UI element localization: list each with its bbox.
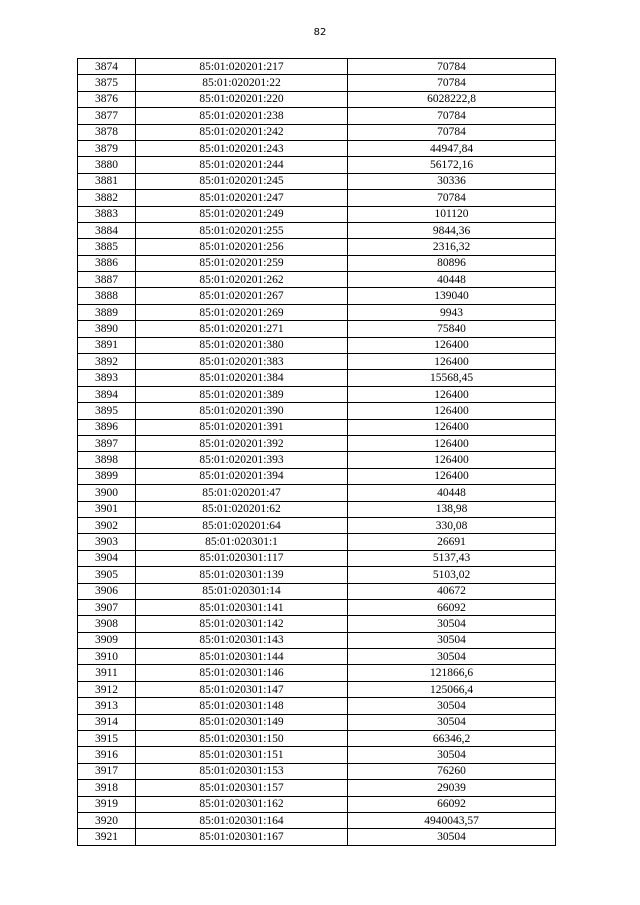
cadastral-number-cell: 85:01:020301:162 xyxy=(136,796,348,812)
row-number-cell: 3888 xyxy=(78,288,136,304)
cadastral-number-cell: 85:01:020301:117 xyxy=(136,550,348,566)
table-row xyxy=(78,288,556,304)
table-row xyxy=(78,763,556,779)
row-number-cell: 3913 xyxy=(78,698,136,714)
cadastral-number-cell: 85:01:020201:238 xyxy=(136,108,348,124)
table-row xyxy=(78,173,556,189)
value-cell: 5103,02 xyxy=(348,567,556,583)
row-number-cell: 3879 xyxy=(78,140,136,156)
cadastral-number-cell: 85:01:020301:144 xyxy=(136,649,348,665)
table-row xyxy=(78,403,556,419)
row-number-cell: 3885 xyxy=(78,239,136,255)
table-row xyxy=(78,468,556,484)
cadastral-number-cell: 85:01:020201:259 xyxy=(136,255,348,271)
row-number-cell: 3921 xyxy=(78,829,136,845)
value-cell: 70784 xyxy=(348,190,556,206)
cadastral-number-cell: 85:01:020301:139 xyxy=(136,567,348,583)
value-cell: 76260 xyxy=(348,763,556,779)
cadastral-number-cell: 85:01:020301:1 xyxy=(136,534,348,550)
value-cell: 70784 xyxy=(348,108,556,124)
value-cell: 6028222,8 xyxy=(348,91,556,107)
row-number-cell: 3882 xyxy=(78,190,136,206)
row-number-cell: 3916 xyxy=(78,747,136,763)
table-row xyxy=(78,485,556,501)
row-number-cell: 3918 xyxy=(78,780,136,796)
row-number-cell: 3902 xyxy=(78,517,136,533)
value-cell: 139040 xyxy=(348,288,556,304)
row-number-cell: 3907 xyxy=(78,599,136,615)
value-cell: 29039 xyxy=(348,780,556,796)
value-cell: 138,98 xyxy=(348,501,556,517)
value-cell: 66346,2 xyxy=(348,731,556,747)
row-number-cell: 3912 xyxy=(78,681,136,697)
value-cell: 30504 xyxy=(348,649,556,665)
cadastral-number-cell: 85:01:020201:389 xyxy=(136,386,348,402)
cadastral-number-cell: 85:01:020301:148 xyxy=(136,698,348,714)
cadastral-number-cell: 85:01:020201:393 xyxy=(136,452,348,468)
cadastral-number-cell: 85:01:020201:217 xyxy=(136,59,348,75)
cadastral-number-cell: 85:01:020301:164 xyxy=(136,812,348,828)
row-number-cell: 3884 xyxy=(78,222,136,238)
cadastral-number-cell: 85:01:020301:146 xyxy=(136,665,348,681)
table-row xyxy=(78,222,556,238)
table-row xyxy=(78,337,556,353)
cadastral-number-cell: 85:01:020201:391 xyxy=(136,419,348,435)
row-number-cell: 3893 xyxy=(78,370,136,386)
table-row xyxy=(78,616,556,632)
value-cell: 30504 xyxy=(348,829,556,845)
row-number-cell: 3890 xyxy=(78,321,136,337)
table-row xyxy=(78,157,556,173)
table-row xyxy=(78,681,556,697)
cadastral-number-cell: 85:01:020201:269 xyxy=(136,304,348,320)
cadastral-number-cell: 85:01:020201:256 xyxy=(136,239,348,255)
row-number-cell: 3887 xyxy=(78,272,136,288)
table-row xyxy=(78,812,556,828)
value-cell: 40672 xyxy=(348,583,556,599)
value-cell: 66092 xyxy=(348,599,556,615)
cadastral-number-cell: 85:01:020201:245 xyxy=(136,173,348,189)
cadastral-number-cell: 85:01:020301:157 xyxy=(136,780,348,796)
table-row xyxy=(78,272,556,288)
table-row xyxy=(78,370,556,386)
cadastral-number-cell: 85:01:020201:244 xyxy=(136,157,348,173)
table-row xyxy=(78,124,556,140)
row-number-cell: 3876 xyxy=(78,91,136,107)
cadastral-number-cell: 85:01:020201:384 xyxy=(136,370,348,386)
value-cell: 9943 xyxy=(348,304,556,320)
table-row xyxy=(78,501,556,517)
table-row xyxy=(78,75,556,91)
cadastral-number-cell: 85:01:020301:149 xyxy=(136,714,348,730)
cadastral-number-cell: 85:01:020201:22 xyxy=(136,75,348,91)
cadastral-number-cell: 85:01:020201:243 xyxy=(136,140,348,156)
row-number-cell: 3900 xyxy=(78,485,136,501)
table-row xyxy=(78,665,556,681)
row-number-cell: 3874 xyxy=(78,59,136,75)
row-number-cell: 3895 xyxy=(78,403,136,419)
row-number-cell: 3899 xyxy=(78,468,136,484)
cadastral-number-cell: 85:01:020201:267 xyxy=(136,288,348,304)
table-row xyxy=(78,140,556,156)
row-number-cell: 3911 xyxy=(78,665,136,681)
page-number: 82 xyxy=(313,27,327,38)
value-cell: 121866,6 xyxy=(348,665,556,681)
cadastral-table xyxy=(77,58,556,846)
row-number-cell: 3898 xyxy=(78,452,136,468)
value-cell: 40448 xyxy=(348,485,556,501)
table-row xyxy=(78,108,556,124)
value-cell: 30504 xyxy=(348,714,556,730)
row-number-cell: 3894 xyxy=(78,386,136,402)
value-cell: 70784 xyxy=(348,75,556,91)
value-cell: 126400 xyxy=(348,435,556,451)
table-row xyxy=(78,747,556,763)
table-row xyxy=(78,91,556,107)
value-cell: 330,08 xyxy=(348,517,556,533)
table-row xyxy=(78,255,556,271)
row-number-cell: 3889 xyxy=(78,304,136,320)
table-row xyxy=(78,386,556,402)
table-row xyxy=(78,550,556,566)
value-cell: 30504 xyxy=(348,698,556,714)
table-row xyxy=(78,698,556,714)
table-row xyxy=(78,731,556,747)
cadastral-number-cell: 85:01:020301:14 xyxy=(136,583,348,599)
row-number-cell: 3891 xyxy=(78,337,136,353)
table-row xyxy=(78,649,556,665)
value-cell: 70784 xyxy=(348,59,556,75)
cadastral-number-cell: 85:01:020201:62 xyxy=(136,501,348,517)
value-cell: 5137,43 xyxy=(348,550,556,566)
value-cell: 126400 xyxy=(348,468,556,484)
table-row xyxy=(78,304,556,320)
table-row xyxy=(78,534,556,550)
table-row xyxy=(78,796,556,812)
row-number-cell: 3908 xyxy=(78,616,136,632)
value-cell: 101120 xyxy=(348,206,556,222)
row-number-cell: 3880 xyxy=(78,157,136,173)
row-number-cell: 3910 xyxy=(78,649,136,665)
row-number-cell: 3904 xyxy=(78,550,136,566)
cadastral-number-cell: 85:01:020301:167 xyxy=(136,829,348,845)
value-cell: 126400 xyxy=(348,337,556,353)
cadastral-number-cell: 85:01:020201:262 xyxy=(136,272,348,288)
value-cell: 44947,84 xyxy=(348,140,556,156)
row-number-cell: 3906 xyxy=(78,583,136,599)
value-cell: 80896 xyxy=(348,255,556,271)
table-row xyxy=(78,452,556,468)
value-cell: 70784 xyxy=(348,124,556,140)
cadastral-number-cell: 85:01:020301:147 xyxy=(136,681,348,697)
row-number-cell: 3877 xyxy=(78,108,136,124)
table-row xyxy=(78,567,556,583)
value-cell: 30504 xyxy=(348,632,556,648)
table-row xyxy=(78,829,556,845)
row-number-cell: 3920 xyxy=(78,812,136,828)
row-number-cell: 3915 xyxy=(78,731,136,747)
cadastral-number-cell: 85:01:020301:153 xyxy=(136,763,348,779)
row-number-cell: 3878 xyxy=(78,124,136,140)
value-cell: 66092 xyxy=(348,796,556,812)
row-number-cell: 3901 xyxy=(78,501,136,517)
cadastral-number-cell: 85:01:020201:220 xyxy=(136,91,348,107)
row-number-cell: 3896 xyxy=(78,419,136,435)
value-cell: 126400 xyxy=(348,419,556,435)
row-number-cell: 3897 xyxy=(78,435,136,451)
cadastral-number-cell: 85:01:020201:383 xyxy=(136,354,348,370)
row-number-cell: 3881 xyxy=(78,173,136,189)
value-cell: 56172,16 xyxy=(348,157,556,173)
value-cell: 125066,4 xyxy=(348,681,556,697)
value-cell: 4940043,57 xyxy=(348,812,556,828)
table-row xyxy=(78,632,556,648)
value-cell: 126400 xyxy=(348,452,556,468)
table-row xyxy=(78,206,556,222)
value-cell: 126400 xyxy=(348,403,556,419)
cadastral-number-cell: 85:01:020201:255 xyxy=(136,222,348,238)
value-cell: 9844,36 xyxy=(348,222,556,238)
cadastral-number-cell: 85:01:020201:390 xyxy=(136,403,348,419)
row-number-cell: 3909 xyxy=(78,632,136,648)
table-row xyxy=(78,190,556,206)
table-row xyxy=(78,354,556,370)
row-number-cell: 3905 xyxy=(78,567,136,583)
row-number-cell: 3875 xyxy=(78,75,136,91)
value-cell: 30504 xyxy=(348,747,556,763)
row-number-cell: 3886 xyxy=(78,255,136,271)
table-row xyxy=(78,419,556,435)
value-cell: 2316,32 xyxy=(348,239,556,255)
value-cell: 75840 xyxy=(348,321,556,337)
table-row xyxy=(78,599,556,615)
row-number-cell: 3883 xyxy=(78,206,136,222)
value-cell: 40448 xyxy=(348,272,556,288)
table-row xyxy=(78,714,556,730)
table-row xyxy=(78,583,556,599)
row-number-cell: 3917 xyxy=(78,763,136,779)
cadastral-number-cell: 85:01:020201:380 xyxy=(136,337,348,353)
cadastral-number-cell: 85:01:020201:242 xyxy=(136,124,348,140)
table-row xyxy=(78,321,556,337)
cadastral-number-cell: 85:01:020201:47 xyxy=(136,485,348,501)
row-number-cell: 3892 xyxy=(78,354,136,370)
row-number-cell: 3919 xyxy=(78,796,136,812)
value-cell: 15568,45 xyxy=(348,370,556,386)
cadastral-number-cell: 85:01:020201:247 xyxy=(136,190,348,206)
cadastral-number-cell: 85:01:020201:249 xyxy=(136,206,348,222)
table-row xyxy=(78,239,556,255)
value-cell: 126400 xyxy=(348,386,556,402)
row-number-cell: 3903 xyxy=(78,534,136,550)
value-cell: 30504 xyxy=(348,616,556,632)
table-row xyxy=(78,435,556,451)
table-row xyxy=(78,780,556,796)
value-cell: 26691 xyxy=(348,534,556,550)
cadastral-number-cell: 85:01:020201:271 xyxy=(136,321,348,337)
row-number-cell: 3914 xyxy=(78,714,136,730)
cadastral-number-cell: 85:01:020301:151 xyxy=(136,747,348,763)
table-row xyxy=(78,59,556,75)
value-cell: 30336 xyxy=(348,173,556,189)
cadastral-number-cell: 85:01:020301:150 xyxy=(136,731,348,747)
value-cell: 126400 xyxy=(348,354,556,370)
cadastral-number-cell: 85:01:020201:392 xyxy=(136,435,348,451)
table-body xyxy=(78,59,556,846)
cadastral-number-cell: 85:01:020301:142 xyxy=(136,616,348,632)
table-row xyxy=(78,517,556,533)
cadastral-number-cell: 85:01:020201:64 xyxy=(136,517,348,533)
cadastral-number-cell: 85:01:020201:394 xyxy=(136,468,348,484)
cadastral-number-cell: 85:01:020301:143 xyxy=(136,632,348,648)
cadastral-number-cell: 85:01:020301:141 xyxy=(136,599,348,615)
